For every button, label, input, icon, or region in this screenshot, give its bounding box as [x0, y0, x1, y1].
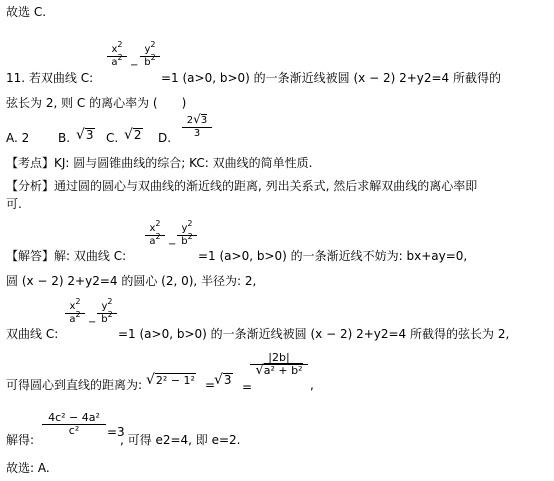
choice-b-label: B. — [58, 131, 71, 145]
fenxi-line-1 — [6, 178, 477, 194]
solve-fraction: $\frac{\text{4c² − 4a²}}{\text{c²}}$ — [42, 412, 106, 437]
kaodian-line — [6, 155, 312, 171]
distance-eq-1: = — [205, 378, 216, 392]
solve-eq: =3 — [107, 425, 125, 439]
choice-c-label: C. — [106, 131, 119, 145]
problem-11-line2: 弦长为 2, 则 C 的离心率为 ( ) — [6, 96, 187, 110]
jieda-minus-sign: − — [168, 239, 177, 250]
choice-c-sqrt: √2 — [124, 127, 142, 143]
distance-fraction: $\frac{|2b|}{\text{√a² + b²}}$ — [250, 352, 308, 377]
jieda-circle-line: 圆 (x − 2) 2+y2=4 的圆心 (2, 0), 半径为: 2, — [6, 274, 257, 288]
jieda-fraction-x2-over-a2: $\frac{x^2}{a^2}$ — [145, 223, 165, 248]
jieda-eq-text: =1 (a>0, b>0) 的一条渐近线不妨为: bx+ay=0, — [198, 249, 468, 263]
fenxi-tag: 【分析】 — [6, 179, 55, 193]
prev-answer-line: 故选 C. — [6, 5, 47, 19]
line4-fraction-y2-over-b2: $\frac{y^2}{b^2}$ — [97, 301, 117, 326]
distance-end: , — [310, 378, 314, 392]
solve-lead: 解得: — [6, 433, 35, 447]
problem-11-equation-text: =1 (a>0, b>0) 的一条渐近线被圆 (x − 2) 2+y2=4 所截得的 — [161, 71, 502, 85]
distance-sqrt-1: √2² − 1² — [146, 372, 195, 388]
kaodian-tag: 【考点】 — [6, 156, 55, 170]
distance-sqrt-2: √3 — [214, 372, 232, 388]
distance-lead: 可得圆心到直线的距离为: — [6, 378, 143, 392]
fenxi-line-2: 可. — [6, 197, 22, 211]
fraction-y2-over-b2: $\frac{y^2}{b^2}$ — [140, 44, 160, 69]
kaodian-text: KJ: 圆与圆锥曲线的综合; KC: 双曲线的简单性质. — [54, 156, 313, 170]
choice-d-label: D. — [158, 131, 172, 145]
line4-lead: 双曲线 C: — [6, 327, 59, 341]
choice-b-sqrt: √3 — [76, 127, 94, 143]
jieda-fraction-y2-over-b2: $\frac{y^2}{b^2}$ — [177, 223, 197, 248]
jieda-line-1 — [6, 248, 126, 264]
jieda-lead: 解: 双曲线 C: — [54, 249, 127, 263]
jieda-tag: 【解答】 — [6, 249, 55, 263]
solve-tail: , 可得 e2=4, 即 e=2. — [120, 433, 241, 447]
choice-d-fraction: $\frac{2√3}{3}$ — [182, 113, 212, 140]
problem-11-prefix: 11. 若双曲线 C: — [6, 71, 94, 85]
line4-fraction-x2-over-a2: $\frac{x^2}{a^2}$ — [65, 301, 85, 326]
final-answer-line: 故选: A. — [6, 461, 50, 475]
distance-eq-2: = — [242, 380, 253, 394]
fraction-x2-over-a2: $\frac{x^2}{a^2}$ — [107, 44, 127, 69]
choice-a: A. 2 — [6, 131, 30, 145]
fenxi-text-1: 通过圆的圆心与双曲线的渐近线的距离, 列出关系式, 然后求解双曲线的离心率即 — [54, 179, 478, 193]
line4-eq-text: =1 (a>0, b>0) 的一条渐近线被圆 (x − 2) 2+y2=4 所截得的弦长为 2, — [118, 327, 510, 341]
line4-minus-sign: − — [88, 317, 97, 328]
minus-sign: − — [130, 60, 139, 71]
